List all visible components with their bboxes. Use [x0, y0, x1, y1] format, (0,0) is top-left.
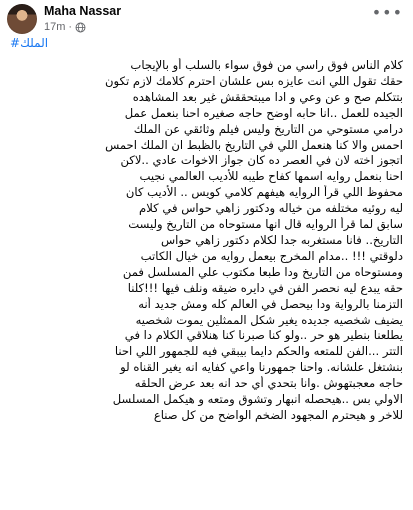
- post-text-line: حقك تقول اللي انت عايزه بس علشان احترم كلامك لازم تكون: [105, 73, 403, 88]
- globe-icon[interactable]: [75, 22, 86, 33]
- post-text-line: الجيده للعمل ..انا حابه اوضح حاجه صغيره احنا بنعمل عمل: [124, 105, 403, 120]
- post-body-text: [8, 58, 403, 424]
- post-text-line: للاخر و هيحترم المجهود الضخم الواضح من كل صناع: [153, 407, 403, 422]
- post-text-line: التزمنا بالرواية ودا بيحصل في العالم كله ومش جديد أنه: [138, 296, 403, 311]
- author-avatar[interactable]: [7, 4, 37, 34]
- hashtag-link[interactable]: #الملك: [10, 36, 49, 50]
- post-text-line: التتر ...الفن للمتعه والحكم دايما بيبقي فيه للجمهور اللي احنا: [114, 344, 403, 359]
- meta-separator: ·: [68, 21, 73, 33]
- post-text-line: احمس والا كنا هنعمل اللي في التاريخ بالظبط ان الملك احمس: [105, 137, 403, 152]
- post-text-line: يطلعنا بنطير هو حر ..ولو كنا صبرنا كنا هنلاقي الكلام دا في: [124, 328, 403, 343]
- post-text-line: محفوظ اللي قرأ الروايه هيفهم كلامي كويس .. الأديب كان: [125, 185, 403, 200]
- post-time[interactable]: 17m: [44, 21, 66, 33]
- post-text-line: يضيف شخصيه جديده يغير شكل الممثلين يموت شخصيه: [135, 312, 403, 327]
- post-text-line: ليه روئيه مختلفه من خياله ودكتور زاهي حواس في كلام: [139, 201, 403, 216]
- post-text-line: بنشتغل علشانه. واحنا جمهورنا واعي كفايه انه يغير القناه لو: [120, 360, 403, 375]
- post-text-line: اتجوز اخته لان في العصر ده كان جواز الاخوات عادي ..لاكن: [120, 153, 403, 168]
- post-text-line: حاجه معجبتهوش .وانا بتحدي أي حد انه بعد عرض الحلقه: [134, 376, 403, 391]
- post-text-line: الاولي بس ..هيحصله انبهار وتشوق ومتعه و هيكمل المسلسل: [112, 392, 403, 407]
- post-text-line: حقه يبدع ليه نحصر الفن في دايره ضيقه ونلف فيها !!!كلنا: [127, 280, 403, 295]
- post-text-line: التاريخ.. فانا مستغربه جدا لكلام دكتور زاهي حواس: [161, 232, 403, 247]
- post-text-line: درامي مستوحي من التاريخ وليس فيلم وثائقي عن الملك: [133, 121, 403, 136]
- post-header: [0, 0, 413, 50]
- author-name[interactable]: Maha Nassar: [44, 4, 122, 18]
- post-meta: [44, 21, 86, 33]
- post-text-line: دلوقتي !!! ..مدام المخرج بيعمل روايه من خيال الكاتب: [140, 248, 403, 263]
- more-options-icon[interactable]: •••: [371, 3, 403, 22]
- post-text-line: سابق لما قرأ الروايه قال انها مستوحاه من التاريخ وليست: [128, 217, 403, 232]
- post-text-line: احنا بنعمل روايه اسمها كفاح طيبه للأديب العالمي نجيب: [139, 169, 403, 184]
- post-text-line: كلام الناس فوق راسي من فوق سواء بالسلب أو بالإيجاب: [130, 58, 403, 72]
- post-text-line: بتتكلم صح و عن وعي و ادا ميبتحققش غير بعد المشاهده: [132, 89, 403, 104]
- post-text-line: ومستوحاه من التاريخ ودا طبعا مكتوب علي المسلسل فمن: [122, 264, 403, 279]
